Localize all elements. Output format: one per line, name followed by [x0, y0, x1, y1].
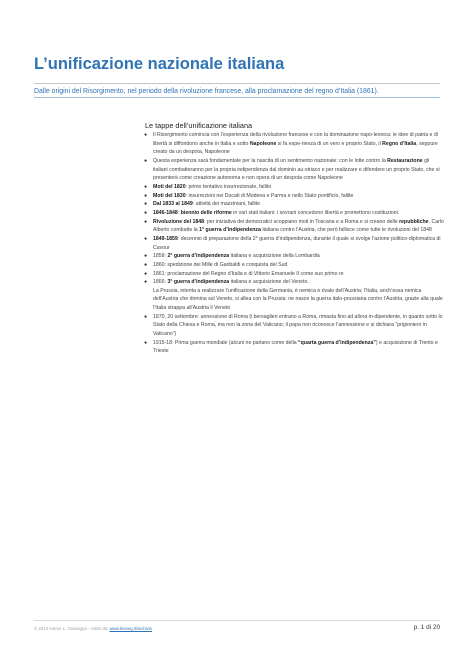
bullet-dot-icon: ●: [144, 183, 148, 190]
bullet-dot-icon: ●: [144, 253, 148, 260]
list-item-text: Questa esperienza sarà fondamentale per la nascita di un sentimento nazionale: con le lotte contro la: [153, 157, 388, 164]
list-item-emphasis: 1846-1848: [153, 209, 178, 216]
bullet-dot-icon: ●: [144, 313, 148, 320]
bullet-dot-icon: ●: [144, 218, 148, 225]
list-item-text: : decennio di preparazione della 2° guerra d’indipendenza, durante il quale si svolge l’azione politico-diplomatica di Cavour: [153, 235, 441, 251]
list-item-text: ) e acquisizione di Trento e Trieste: [153, 339, 438, 355]
document-subtitle: Dalle origini del Risorgimento, nel periodo della rivoluzione francese, alla proclamazione del regno d’Italia (1861).: [34, 88, 379, 95]
list-item-text: . Carlo Alberto combatte la: [153, 218, 444, 234]
subtitle-divider: [34, 97, 440, 98]
list-item-emphasis: “quarta guerra d’indipendenza”: [298, 339, 376, 346]
stages-list: [144, 131, 444, 356]
list-item: [144, 270, 444, 279]
bullet-dot-icon: ●: [144, 201, 148, 208]
bullet-dot-icon: ●: [144, 209, 148, 216]
list-item: [144, 278, 444, 313]
list-item: [144, 339, 444, 356]
section-title: Le tappe dell’unificazione italiana: [145, 121, 253, 130]
list-item: [144, 313, 444, 339]
list-item-text: gli italiani combatteranno per la propria indipendenza dal dominio au-striaco e per realizzare e difendere un proprio Stato, che si presenterà come creazione autonoma e non opera di un despota come Napoleone: [153, 157, 440, 182]
list-item-text: si fa espe-rienza di un vero e proprio Stato, il: [276, 140, 383, 147]
list-item-continuation: La Prussia, intenta a realizzare l’unificazione della Germania, è nemica e rivale dell’Austria; l’Italia, anch’essa nemica dell’Austria che domina sul Veneto, si allea con la Prussia: ne nasce la guerra italo-prussiana contro l’Austria, grazie alla quale l’Italia strappa all’Austria il Veneto: [153, 287, 443, 312]
list-item-emphasis: repubbliche: [399, 218, 429, 225]
footer-copyright: [34, 626, 152, 631]
list-item-text: italiana e acquisizione del Veneto.: [229, 279, 309, 286]
bullet-dot-icon: ●: [144, 270, 148, 277]
title-divider: [34, 83, 440, 84]
list-item-emphasis: Dal 1833 al 1849: [153, 201, 193, 208]
list-item-emphasis: Regno d’Italia: [382, 140, 417, 147]
bullet-dot-icon: ●: [144, 132, 148, 138]
bullet-dot-icon: ●: [144, 261, 148, 268]
list-item: [144, 235, 444, 252]
list-item-text: 1866:: [153, 279, 168, 286]
list-item-text: italiana contro l’Austria, che però fallisce come tutte le rivoluzioni del 1848: [260, 227, 432, 234]
list-item-emphasis: Moti del 1820: [153, 183, 186, 190]
list-item-emphasis: 1° guerra d’indipendenza: [199, 227, 261, 234]
list-item-text: : primo tentativo insurrezionale, fallito: [185, 183, 272, 190]
bullet-dot-icon: ●: [144, 157, 148, 164]
footer-source-link[interactable]: www.leoneg.it/archivio: [109, 626, 153, 631]
list-item-emphasis: Napoleone: [249, 140, 277, 147]
list-item-text: , seppure creato da un despota, Napoleone: [153, 140, 438, 156]
footer-divider: [34, 620, 440, 621]
bullet-dot-icon: ●: [144, 339, 148, 346]
list-item-emphasis: Rivoluzione del 1848: [153, 218, 205, 225]
list-item: [144, 157, 444, 183]
list-item: [144, 252, 444, 261]
list-item: [144, 200, 444, 209]
list-item: [144, 192, 444, 201]
list-item-text: : insurrezioni nei Ducati di Modena e Parma e nello Stato pontificio, fallite: [185, 192, 354, 199]
list-item-text: 1915-18: Prima guerra mondiale (alcuni ne parlano come della: [153, 339, 299, 346]
list-item-emphasis: 3° guerra d’indipendenza: [167, 279, 230, 286]
list-item: [144, 209, 444, 218]
list-item-text: 1859:: [153, 253, 168, 260]
list-item-text: in vari stati italiani: i sovrani concedono libertà e promettono costituzioni.: [231, 209, 400, 216]
list-item: [144, 131, 444, 157]
list-item-text: 1861: proclamazione del Regno d’Italia e di Vittorio Emanuele II come suo primo re: [153, 270, 344, 277]
list-item: [144, 218, 444, 235]
list-item-text: 1870, 20 settembre: annessione di Roma (i bersaglieri entrano a Roma, rimasta fino ad allora in-dipendente, in quanto sotto lo Stato della Chiesa e Roma, ma non la zona del Vaticano; il papa non riconosce l’annessione e si dichiara “prigioniero in Vaticano”): [153, 313, 443, 338]
list-item-emphasis: Restaurazione: [387, 157, 423, 164]
list-item-text: :: [177, 209, 181, 216]
list-item-text: Il Risorgimento comincia con l’esperienza della rivoluzione francese e con la dominazione napo-leonica: le idee di patria e di libertà si diffondono anche in Italia e sotto: [153, 132, 438, 147]
list-item-emphasis: 2° guerra d’indipendenza: [167, 253, 230, 260]
list-item-text: 1860: spedizione dei Mille di Garibaldi e conquista del Sud: [153, 261, 288, 268]
list-item-emphasis: Moti del 1830: [153, 192, 186, 199]
footer-copyright-text: © 2013 Autore L. Guaragna – tratto da:: [34, 626, 110, 631]
list-item-emphasis: 1849-1859: [153, 235, 178, 242]
list-item-text: : per iniziativa dei democratici scoppiano moti in Toscana e a Roma e si creano delle: [204, 218, 400, 225]
bullet-dot-icon: ●: [144, 279, 148, 286]
list-item-text: : attività dei mazziniani, fallite: [192, 201, 260, 208]
list-item: [144, 261, 444, 270]
bullet-dot-icon: ●: [144, 235, 148, 242]
document-title: L’unificazione nazionale italiana: [34, 55, 285, 73]
list-item: [144, 183, 444, 192]
list-item-text: italiana e acquisizione della Lombardia: [229, 253, 320, 260]
bullet-dot-icon: ●: [144, 192, 148, 199]
page-number: p. 1 di 20: [413, 624, 440, 631]
list-item-emphasis: biennio delle riforme: [180, 209, 232, 216]
